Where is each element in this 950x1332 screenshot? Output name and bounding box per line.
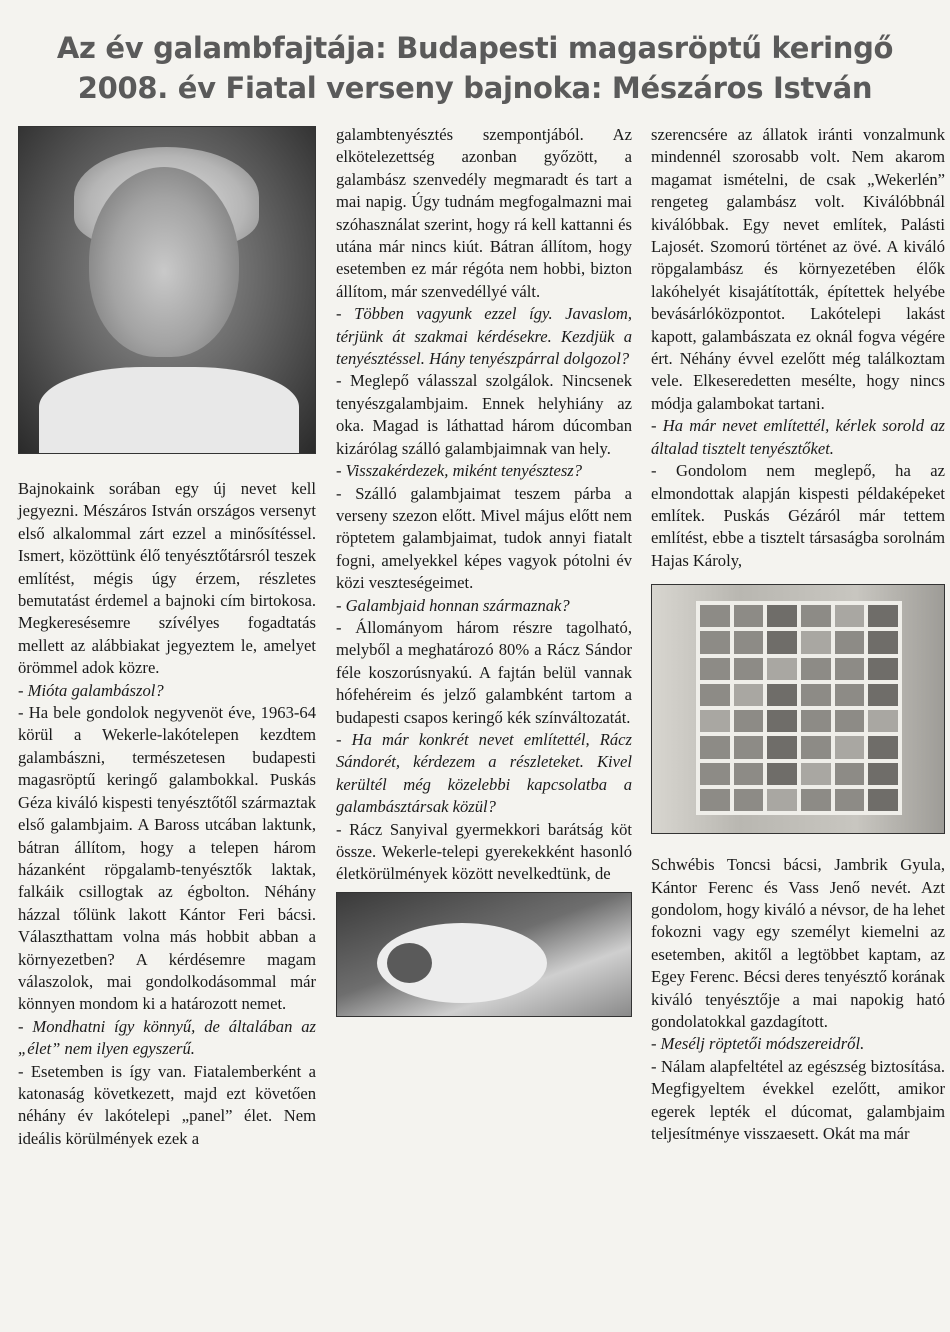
question: - Mióta galambászol? bbox=[18, 680, 164, 700]
question: - Ha már nevet említettél, kérlek sorold az általad tisztelt tenyésztőket. bbox=[651, 416, 945, 458]
pigeon-photo bbox=[336, 892, 632, 1017]
question: - Visszakérdezek, miként tenyésztesz? bbox=[336, 461, 583, 481]
question: - Mondhatni így könnyű, de általában az „élet” nem ilyen egyszerű. bbox=[18, 1016, 316, 1059]
paragraph: - Esetemben is így van. Fiatalemberként a katonaság következett, majd ezt követően néhány év lakótelepi „panel” élet. Nem ideális körülmények ezek a bbox=[18, 1061, 316, 1148]
portrait-photo bbox=[18, 126, 316, 454]
paragraph: - Nálam alapfeltétel az egészség biztosítása. Megfigyeltem évekkel ezelőtt, amikor egerek lepték el dúcomat, galambjaim teljesítménye visszaesett. Okát ma már bbox=[651, 1056, 945, 1143]
paragraph: - Ha bele gondolok negyvenöt éve, 1963-64 körül a Wekerle-lakótelepen kezdtem galambászni, természetesen budapesti magasröptű keringő galambokkal. Puskás Géza kiváló kispesti tenyésztőtől származtak első galambjaim. A Baross utcában laktunk, bátran állítom, hogy a telepen három házanként röpgalamb-tenyésztők laktak, falkáik csillogtak az égbolton. Néhány házzal tőlünk lakott Kántor Feri bácsi. Választhattam volna más hobbit abban a környezetben? A kérdésemre magam válaszolok, mai gondolkodásommal már könnyen mondom ki a határozott nemet. bbox=[18, 703, 316, 1014]
paragraph: - Állományom három részre tagolható, melyből a meghatározó 80% a Rácz Sándor féle koszorúsnyakú. A fajtán belül vannak hófehéreim és jelző galambként tartom a budapesti csapos keringő kék színváltozatát. bbox=[336, 617, 632, 727]
loft-photo bbox=[651, 584, 945, 834]
column-3 bbox=[651, 124, 945, 1145]
paragraph: Schwébis Toncsi bácsi, Jambrik Gyula, Kántor Ferenc és Vass Jenő nevét. Azt gondolom, hogy kiváló a névsor, de ha lehet fokozni vagy egy személyt kiemelni az esetemben, akitől a legtöbbet kaptam, az Egey Ferenc. Bécsi deres tenyésztő korának kiváló tenyésztője a mai napokig ható gondolatokkal gazdagított. bbox=[651, 855, 945, 1031]
paragraph: Bajnokaink sorában egy új nevet kell jegyezni. Mészáros István országos versenyt első alkalommal zárt ezzel a minősítéssel. Ismert, közöttünk élő tenyésztőtársról teszek említést, mégis úgy érzem, részletes bemutatást érdemel a bajnoki cím birtokosa. Megkeresésemre szívélyes fogadtatás mellett az alábbiakat jegyeztem le, amelyet örömmel adok közre. bbox=[18, 479, 316, 678]
paragraph: - Meglepő válasszal szolgálok. Nincsenek tenyészgalambjaim. Ennek helyhiány az oka. Magad is láthattad három dúcomban kizárólag szálló galambjaimnak van hely. bbox=[336, 371, 632, 458]
paragraph: - Rácz Sanyival gyermekkori barátság köt össze. Wekerle-telepi gyerekekként hasonló életkörülmények között nevelkedtünk, de bbox=[336, 819, 632, 884]
question: - Ha már konkrét nevet említettél, Rácz Sándorét, kérdezem a részleteket. Kivel kerültél még közelebbi kapcsolatba a galambásztársak közül? bbox=[336, 729, 632, 817]
photo-loft-grid bbox=[696, 601, 902, 815]
photo-face-shape bbox=[89, 167, 239, 357]
title-line-2: 2008. év Fiatal verseny bajnoka: Mészáros István bbox=[77, 71, 873, 105]
photo-pigeon-shape bbox=[377, 923, 547, 1003]
paragraph: - Gondolom nem meglepő, ha az elmondottak alapján kispesti példaképeket említek. Puskás Gézáról már tettem említést, ebbe a tisztelt társaságba sorolnám Hajas Károly, bbox=[651, 461, 945, 570]
paragraph: - Szálló galambjaimat teszem párba a verseny szezon előtt. Mivel május előtt nem röptetem galambjaimat, tudok annyi fiatalt fogni, amelyekkel képes vagyok pótolni év közi veszteségeimet. bbox=[336, 483, 632, 593]
photo-pigeon-head-shape bbox=[387, 943, 432, 983]
column-1 bbox=[18, 124, 316, 1150]
article-title bbox=[0, 28, 950, 108]
title-line-1: Az év galambfajtája: Budapesti magasröptű keringő bbox=[56, 31, 894, 65]
paragraph: galambtenyésztés szempontjából. Az elkötelezettség azonban győzött, a galambász szenvedély megmaradt és tart a mai napig. Úgy tudnám megfogalmazni mai szóhasználat szerint, hogy rá kell kattanni és utána már nincs kiút. Bátran állítom, hogy esetemben ez már régóta nem hobbi, bizton állítom, már szenvedéllyé vált. bbox=[336, 125, 632, 301]
question: - Galambjaid honnan származnak? bbox=[336, 595, 570, 615]
paragraph: szerencsére az állatok iránti vonzalmunk mindennél szorosabb volt. Nem akarom magamat ismételni, de csak „Wekerlén” rengeteg galambász volt. Kiválóbbnál kiválóbbak. Egy nevet említek, Palásti Lajosét. Szomorú történet az övé. A kiváló röpgalambász és környezetében élők lakóhelyét kisajátították, építettek helyébe bevásárlóközpontot. Lakótelepi lakást kapott, galambászata ez oknál fogva végére ért. Néhány évvel ezelőtt még találkoztam vele. Elkeseredetten mesélte, hogy nincs módja galambokat tartani. bbox=[651, 125, 945, 413]
column-2 bbox=[336, 124, 632, 1017]
question: - Többen vagyunk ezzel így. Javaslom, térjünk át szakmai kérdésekre. Kezdjük a tenyésztéssel. Hány tenyészpárral dolgozol? bbox=[336, 304, 632, 369]
question: - Mesélj röptetői módszereidről. bbox=[651, 1034, 865, 1054]
photo-shirt-shape bbox=[39, 367, 299, 454]
